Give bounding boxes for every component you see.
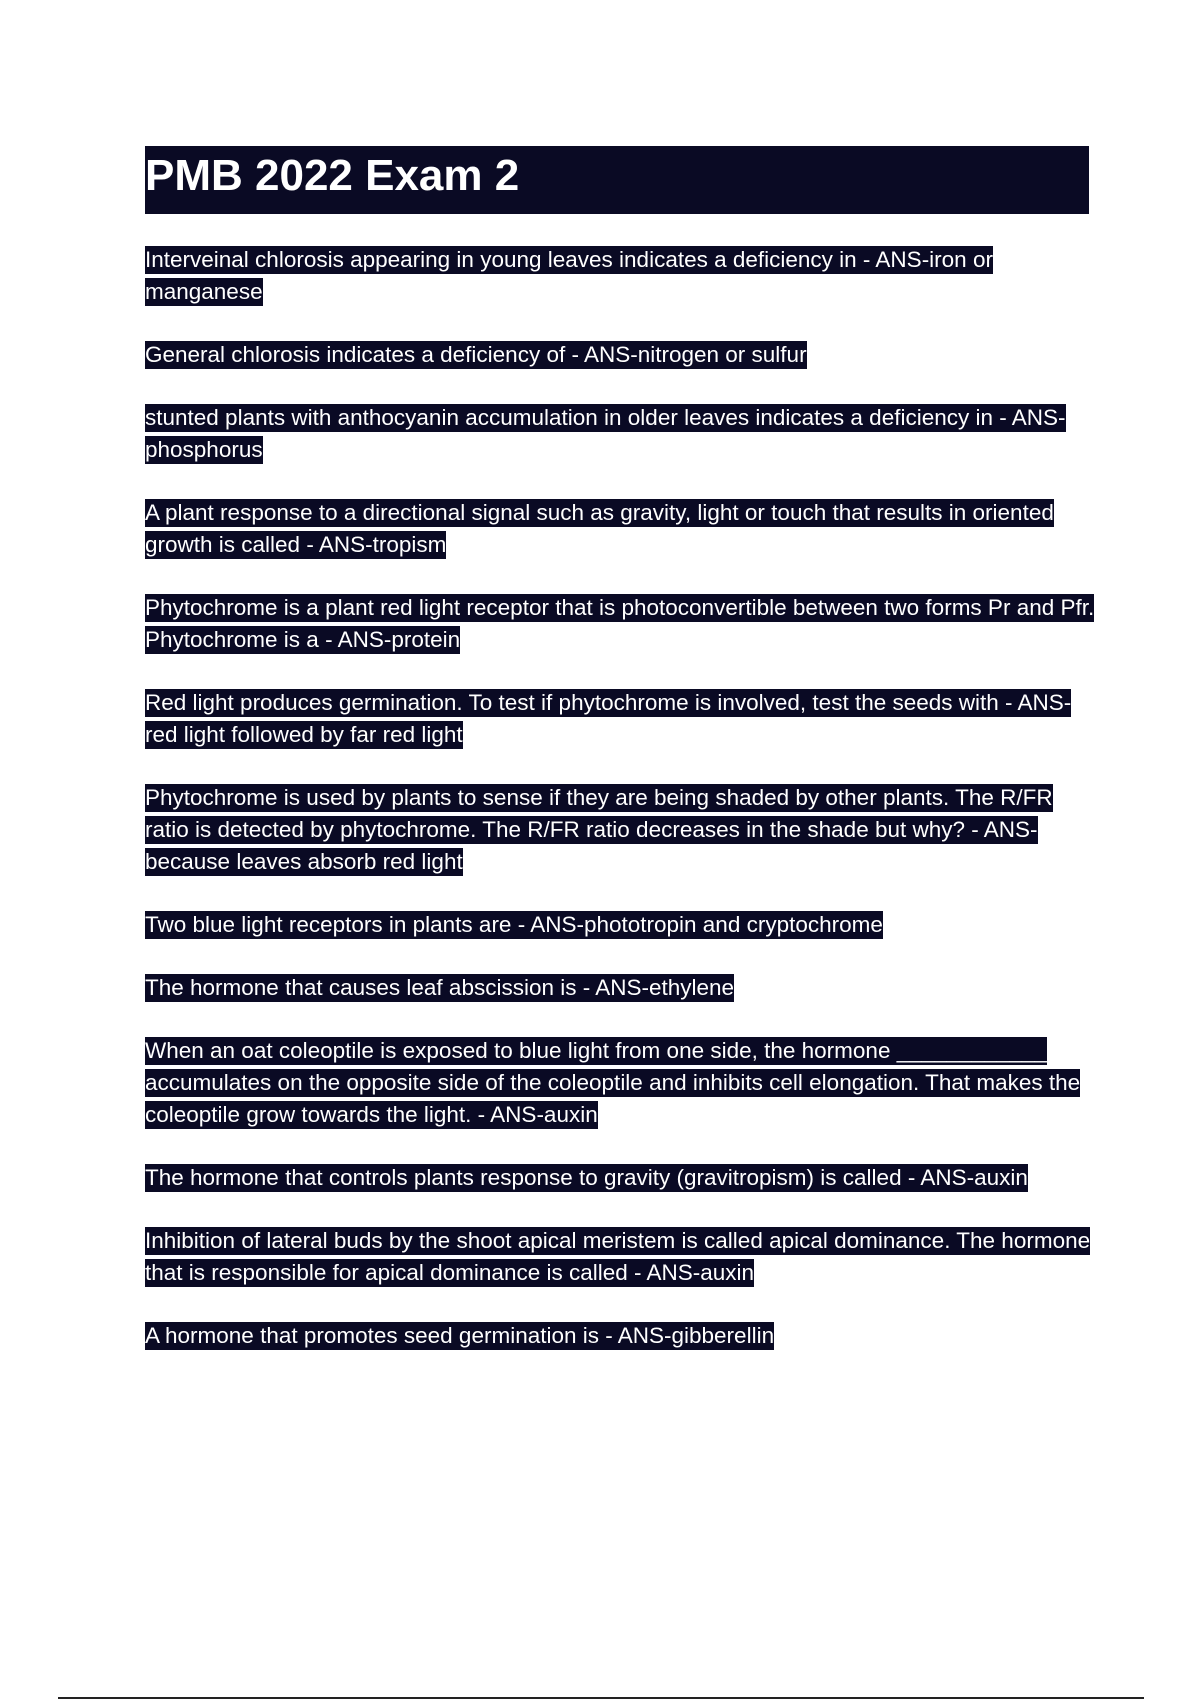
qa-item bbox=[145, 1320, 1095, 1352]
qa-item bbox=[145, 1035, 1095, 1131]
qa-text: The hormone that causes leaf abscission is - ANS-ethylene bbox=[145, 975, 735, 1000]
qa-text: Phytochrome is a plant red light receptor that is photoconvertible between two forms Pr and Pfr. Phytochrome is a - ANS-protein bbox=[145, 595, 1095, 652]
qa-text: A plant response to a directional signal such as gravity, light or touch that results in oriented growth is called - ANS-tropism bbox=[145, 500, 1054, 557]
qa-item bbox=[145, 782, 1095, 878]
qa-text: Red light produces germination. To test if phytochrome is involved, test the seeds with - ANS-red light followed by far red light bbox=[145, 690, 1072, 747]
qa-item bbox=[145, 339, 1095, 371]
qa-item bbox=[145, 497, 1095, 561]
document-title: PMB 2022 Exam 2 bbox=[145, 151, 520, 200]
qa-text: A hormone that promotes seed germination is - ANS-gibberellin bbox=[145, 1323, 775, 1348]
qa-text: General chlorosis indicates a deficiency of - ANS-nitrogen or sulfur bbox=[145, 342, 807, 367]
qa-text: When an oat coleoptile is exposed to blue light from one side, the hormone ____________ accumulates on the opposite side of the coleoptile and inhibits cell elongation. That makes the coleoptile grow towards the light. - ANS-auxin bbox=[145, 1038, 1081, 1127]
qa-text: Interveinal chlorosis appearing in young leaves indicates a deficiency in - ANS-iron or manganese bbox=[145, 247, 993, 304]
qa-text: stunted plants with anthocyanin accumulation in older leaves indicates a deficiency in - ANS-phosphorus bbox=[145, 405, 1066, 462]
qa-text: Phytochrome is used by plants to sense if they are being shaded by other plants. The R/FR ratio is detected by phytochrome. The R/FR ratio decreases in the shade but why? - ANS-because leaves absorb red light bbox=[145, 785, 1053, 874]
qa-item bbox=[145, 244, 1095, 308]
qa-list bbox=[145, 244, 1095, 1383]
qa-text: The hormone that controls plants response to gravity (gravitropism) is called - ANS-auxin bbox=[145, 1165, 1028, 1190]
qa-item bbox=[145, 402, 1095, 466]
qa-item bbox=[145, 592, 1095, 656]
qa-text: Two blue light receptors in plants are - ANS-phototropin and cryptochrome bbox=[145, 912, 883, 937]
qa-item bbox=[145, 1162, 1095, 1194]
footer-divider bbox=[58, 1697, 1144, 1699]
qa-item bbox=[145, 1225, 1095, 1289]
title-bar bbox=[145, 146, 1089, 214]
qa-item bbox=[145, 909, 1095, 941]
qa-item bbox=[145, 687, 1095, 751]
qa-item bbox=[145, 972, 1095, 1004]
qa-text: Inhibition of lateral buds by the shoot apical meristem is called apical dominance. The hormone that is responsible for apical dominance is called - ANS-auxin bbox=[145, 1228, 1091, 1285]
